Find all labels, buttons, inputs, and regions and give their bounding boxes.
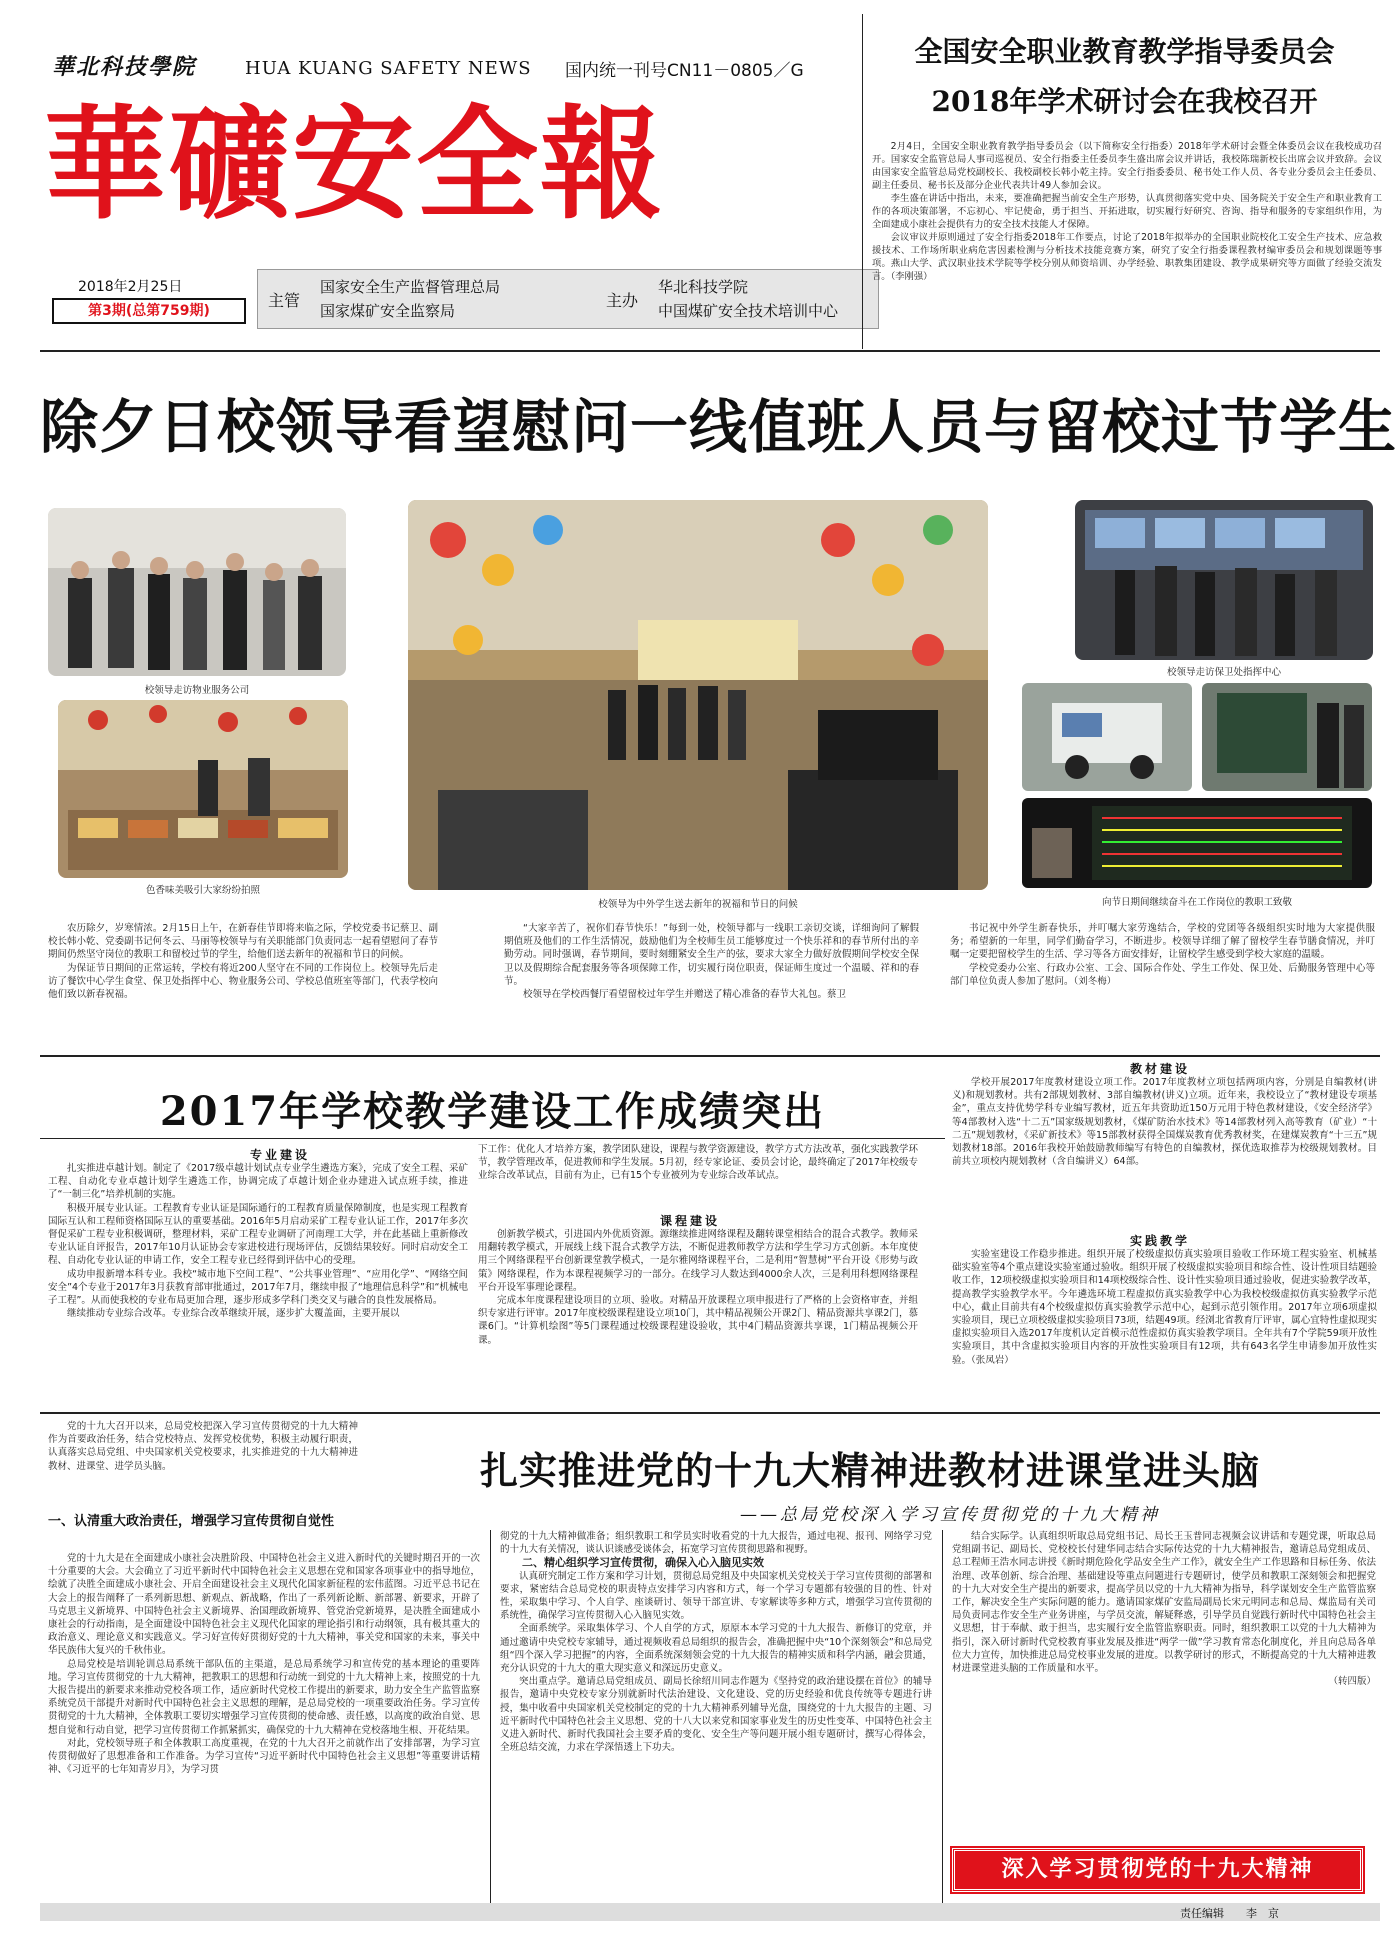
party-heading-1: 一、认清重大政治责任，增强学习宣传贯彻自觉性 [48,1514,335,1529]
host-label: 主办 [606,291,639,310]
mid-article-col3 [950,922,1375,1052]
mid-para: “大家辛苦了，祝你们春节快乐！”每到一处，校领导都与一线职工亲切交谈，详细询问了解假期值班及他们的工作生活情况，鼓励他们为全校师生员工能够度过一个快乐祥和的春节所付出的辛勤劳动。同时强调，春节期间，要时刻绷紧安全生产的弦，要求大家全力做好放假期间学校安全保卫以及假期综合配套服务等各项保障工作，切实履行岗位职责，保证师生度过一个温暖、祥和的春节。 [504,923,919,987]
teaching-colA [48,1162,468,1405]
teaching-colC2 [952,1248,1377,1410]
party-col3 [952,1530,1376,1842]
masthead [40,14,870,334]
party-intro [48,1420,358,1510]
top-article-para: 2月4日，全国安全职业教育教学指导委员会（以下简称安全行指委）2018年学术研讨会暨全体委员会议在我校成功召开。国家安全监管总局人事司巡视员、安全行指委主任委员李生盛出席会议并讲话，我校陈瑞新校长出席会议并致辞。会议由国家安全监管总局党校副校长、我校副校长韩小乾主持。安全行指委委员、秘书处工作人员、各专业分委员会主任委员、副主任委员、秘书长及部分企业代表共计49人参加会议。 [872,141,1382,191]
party-col1 [48,1552,480,1912]
photo-western-canteen [408,500,988,890]
section-material: 教材建设 [1129,1062,1190,1076]
top-article-para: 李生盛在讲话中指出，未来，要准确把握当前安全生产形势，认真贯彻落实党中央、国务院关于安全生产和职业教育工作的各项决策部署，不忘初心、牢记使命，勇于担当、开拓进取，切实履行好研究、咨询、指导和服务的专家组织作用，为全面建成小康社会提供有力的安全技术技能人才保障。 [872,193,1382,230]
party-continued: （转四版） [1328,1676,1376,1688]
top-article-para: 会议审议并原则通过了安全行指委2018年工作要点，讨论了2018年拟举办的全国职业院校化工安全生产技术、应急救援技术、工作场所职业病危害因素检测与分析技术技能竞赛方案，研究了安全行指委课程教材编审委员会和规划课题等事项。燕山大学、武汉职业技术学院等学校分别从师资培训、办学经验、职教集团建设、教学成果研究等方面做了经验交流发言。（李刚强） [872,232,1382,282]
rule-mid [40,1055,1380,1057]
party-subtitle: ——总局党校深入学习宣传贯彻党的十九大精神 [740,1505,1160,1525]
mid-para: 学校党委办公室、行政办公室、工会、国际合作处、学生工作处、保卫处、后勤服务管理中心等部门单位负责人参加了慰问。（刘冬梅） [950,962,1375,987]
party-col-divider-2 [942,1530,943,1910]
mid-para: 为保证节日期间的正常运转，学校有将近200人坚守在不同的工作岗位上。校领导先后走访了餐饮中心学生食堂、保卫处指挥中心、物业服务公司、学校总值班室等部门，代表学校向他们致以新春祝福。 [48,962,438,1001]
party-heading-2: 二、精心组织学习宣传贯彻，确保入心入脑见实效 [522,1556,764,1570]
party-para: 全面系统学。采取集体学习、个人自学的方式，原原本本学习党的十九大报告、新修订的党章，并通过邀请中央党校专家辅导，通过视频收看总局组织的报告会，准确把握中央“10个深刻领会”和总局党组“四个深入学习把握”的内容，全面系统深刻领会党的十九大报告的精神实质和科学内涵，融会贯通，充分认识党的十九大的重大现实意义和深远历史意义。 [500,1623,932,1675]
issn: 国内统一刊号CN11－0805／G [565,61,804,81]
party-col2 [500,1530,932,1912]
party-para: 结合实际学。认真组织听取总局党组书记、局长王玉普同志视频会议讲话和专题党课，听取总局党组副书记、副局长、党校校长付建华同志结合实际传达党的十九大精神报告，邀请总局党组成员、总工程师王浩水同志讲授《新时期危险化学品安全生产工作》，就安全生产工作思路和目标任务、依法治理、改革创新、综合治理、基础建设等重点问题进行专题研讨，使学员和教职工深刻领会和把握党的十九大对安全生产提出的新要求，提高学员以党的十九大精神为指导，科学谋划安全生产监管监察工作，解决安全生产实际问题的能力。邀请国家煤矿安监局副局长宋元明同志和总局、煤监局有关司局负责同志作安全生产业务讲座，与学员交流，解疑释惑，引导学员自觉践行新时代中国特色社会主义思想，甘于奉献、敢于担当，忠实履行安全监管监察职责。同时，组织教职工以党的十九大精神为指引，深入研讨新时代党校教育事业发展及推进“两学一做”学习教育常态化制度化，并且向总局各单位大力宣传，加快推进总局党校事业发展的进度。以教学研讨的形式，不断提高党的十九大精神进教材进课堂进头脑的工作质量和水平。 [952,1531,1376,1675]
party-para: 党的十九大是在全面建成小康社会决胜阶段、中国特色社会主义进入新时代的关键时期召开的一次十分重要的大会。大会确立了习近平新时代中国特色社会主义思想在党和国家各项事业中的指导地位，绘就了决胜全面建成小康社会、开启全面建设社会主义现代化国家新征程的宏伟蓝图。习近平总书记在大会上的报告阐释了一系列新思想、新观点、新战略，作出了一系列新论断、新部署、新要求，开辟了马克思主义新境界、中国特色社会主义新境界、治国理政新境界、管党治党新境界，是决胜全面建成小康社会的行动指南，是全面建设中国特色社会主义现代化国家的理论指引和行动纲领，具有极其重大的政治意义、理论意义和实践意义。学习好宣传好贯彻好党的十九大精神，事关党和国家的未来，事关中华民族伟大复兴的千秋伟业。 [48,1553,480,1657]
mid-para: 校领导在学校西餐厅看望留校过年学生并赠送了精心准备的春节大礼包。蔡卫 [523,989,847,1001]
caption-food-display: 色香味美吸引大家纷纷拍照 [145,885,260,896]
party-banner [952,1848,1363,1892]
teaching-para: 积极开展专业认证。工程教育专业认证是国际通行的工程教育质量保障制度，也是实现工程教育国际互认和工程师资格国际互认的重要基础。2016年5月启动采矿工程专业认证工作，2017年多次督促采矿工程专业积极调研，整理材料，采矿工程专业调研了河南理工大学，并在此基础上重新修改专业认证自评报告，2017年10月认证协会专家进校进行现场评估，反馈结果较好。同时启动安全工程、自动化专业认证的申请工作，安全工程专业已经得到评估中心的受理。 [48,1202,468,1267]
teaching-title-underline [40,1138,945,1139]
photo-security-command [1075,500,1373,660]
teaching-para: 完成本年度课程建设项目的立项、验收。对精品开放课程立项申报进行了严格的上会资格审查，并组织专家进行评审。2017年度校级课程建设立项10门，其中精品视频公开课2门、精品资源共享课2门，慕课6门。“计算机绘图”等5门课程通过校级课程建设验收，其中4门精品资源共享课，1门精品视频公开课。 [478,1295,918,1346]
school-name-calligraphy: 華北科技學院 [52,54,197,80]
editor-bar [40,1903,1380,1921]
rule-lower [40,1412,1380,1414]
party-para: 对此，党校领导班子和全体教职工高度重视，在党的十九大召开之前就作出了安排部署，为学习宣传贯彻做好了思想准备和工作准备。为学习宣传“习近平新时代中国特色社会主义思想”等重要讲话精神、《习近平的七年知青岁月》，为学习贯 [48,1737,480,1776]
sponsor-2: 国家煤矿安全监察局 [320,302,456,320]
party-para: 党的十九大召开以来，总局党校把深入学习宣传贯彻党的十九大精神作为首要政治任务，结合党校特点、发挥党校优势，积极主动履行职责，认真落实总局党组、中央国家机关党校要求，扎实推进党的十九大精神进教材、进课堂、进学员头脑。 [48,1421,358,1472]
mid-para: 农历除夕，岁寒情浓。2月15日上午，在新春佳节即将来临之际，学校党委书记蔡卫、副校长韩小乾、党委副书记何冬云、马丽等校领导与有关职能部门负责同志一起看望慰问了春节期间仍然坚守岗位的教职工和留校过节的学生，给他们送去新年的祝福和节日的问候。 [48,923,438,961]
party-col-divider-1 [490,1530,491,1910]
section-major: 专业建设 [249,1148,310,1162]
caption-western-canteen: 校领导为中外学生送去新年的祝福和节日的问候 [598,899,798,910]
teaching-para: 下工作：优化人才培养方案，教学团队建设，课程与教学资源建设，教学方式方法改革，强化实践教学环节，教学管理改革，促进教师和学生发展。5月初，经专家论证、委员会讨论，最终确定了2017年校级专业综合改革试点，目前有为止，已有15个专业被列为专业综合改革试点。 [478,1144,918,1182]
top-article-title-1: 全国安全职业教育教学指导委员会 [914,35,1335,68]
caption-property-service: 校领导走访物业服务公司 [144,685,250,696]
section-course: 课程建设 [659,1214,720,1228]
teaching-para: 成功申报新增本科专业。我校“城市地下空间工程”、“公共事业管理”、“应用化学”、“网络空间安全”4个专业于2017年3月获教育部审批通过，2017年7月，继续申报了“地理信息科学”和“机械电子工程”。从而使我校的专业布局更加合理，逐步形成多学科门类交叉与融合的良性发展格局。 [48,1268,468,1307]
section-practice: 实践教学 [1129,1234,1190,1248]
photo-led-board [1022,798,1372,888]
host-1: 华北科技学院 [658,278,749,296]
teaching-para: 学校开展2017年度教材建设立项工作。2017年度教材立项包括两项内容，分别是自编教材(讲义)和规划教材。共有2部规划教材、3部自编教材(讲义)立项。近年来，我校设立了“教材建设专项基金”，重点支持优势学科专业编写教材，近五年共资助近150万元用于特色教材建设，《安全经济学》等4部教材入选“十二五”国家级规划教材，《煤矿防治水技术》等14部教材列入高等教育（矿业）“十二五”规划教材，《采矿新技术》等15部教材获得全国煤炭教育优秀教材奖，在建煤炭教育“十三五”规划教材18部。2016年我校开始鼓励教师编写有特色的自编教材，探优选取推荐为校级规划教材。目前共立项校内规划教材（含自编讲义）64部。 [952,1077,1377,1168]
sponsor-box [257,269,879,329]
teaching-para: 继续推动专业综合改革。专业综合改革继续开展，逐步扩大覆盖面，主要开展以 [67,1308,400,1320]
rule-under-masthead [40,350,1380,352]
editor-credit: 责任编辑 李 京 [1180,1907,1279,1920]
teaching-colB2 [478,1228,918,1408]
mid-article-col2 [504,922,919,1052]
mid-article-col1 [48,922,438,1052]
main-headline: 除夕日校领导看望慰问一线值班人员与留校过节学生 [40,393,1397,461]
teaching-para: 实验室建设工作稳步推进。组织开展了校级虚拟仿真实验项目验收工作环境工程实验室、机械基础实验室等4个重点建设实验室通过验收。组织开展了校级虚拟实验项目和综合性、设计性项目结题验收工作，12项校级虚拟实验项目和14项校级综合性、设计性实验项目通过验收，促进实验教学改革，提高教学实验教学水平。今年遴选环境工程虚拟仿真实验教学中心为我校校级虚拟仿真实验教学示范中心，截止目前共有4个校级虚拟仿真实验教学示范中心，起到示范引领作用。2017年立项6项虚拟实验项目，现已立项校级虚拟实验项目73项，结题49项。经浏北省教育厅评审，属心宜特性虚拟现实虚拟实验项目入选2017年度机认定首模示范性虚拟仿真实验教学项目。全年共有7个学院59项开放性实验项目，其中含虚拟实验项目内容的开放性实验项目有12项，共有643名学生申请参加开放性实验。（张凤岩） [952,1249,1377,1366]
party-banner-text: 深入学习贯彻党的十九大精神 [1001,1857,1314,1882]
issue-date: 2018年2月25日 [78,279,183,295]
teaching-colC1 [952,1076,1377,1231]
issue-number: 第3期(总第759期) [52,298,246,324]
top-article-body [872,140,1382,345]
mid-para: 书记祝中外学生新春快乐，并叮嘱大家劳逸结合，学校的党团等各级组织实时地为大家提供服务；希望新的一年里，同学们勤奋学习，不断进步。校领导详细了解了留校学生春节膳食情况，并叮嘱一定要把留校学生的生活、学习等各方面安排好，让留校学生感受到学校大家庭的温暖。 [950,923,1375,961]
english-title: HUA KUANG SAFETY NEWS [245,58,532,79]
teaching-title: 2017年学校教学建设工作成绩突出 [159,1088,826,1135]
caption-led-board: 向节日期间继续奋斗在工作岗位的教职工致敬 [1101,897,1292,908]
party-para: 总局党校是培训轮训总局系统干部队伍的主渠道，是总局系统学习和宣传党的基本理论的重要阵地。学习宣传贯彻党的十九大精神，把教职工的思想和行动统一到党的十九大精神上来，按照党的十九大报告提出的新要求来推动党校各项工作，适应新时代党校工作提出的新要求，助力安全生产监管监察系统党员干部提升对新时代中国特色社会主义思想的理解，是总局党校的一项重要政治任务。学习宣传贯彻党的十九大精神，全体教职工要切实增强学习宣传贯彻的使命感、责任感，以高度的政治自觉、思想自觉和行动自觉，把学习宣传贯彻工作抓紧抓实，确保党的十九大精神在党校落地生根、开花结果。 [48,1658,480,1736]
caption-security-command: 校领导走访保卫处指挥中心 [1166,667,1281,678]
photo-vehicle [1022,683,1192,791]
date-issue-box [52,272,252,324]
masthead-divider [862,14,863,349]
photo-food-display [58,700,348,878]
party-para: 突出重点学。邀请总局党组成员、副局长徐绍川同志作题为《坚持党的政治建设摆在首位》的辅导报告，邀请中央党校专家分别就新时代法治建设、文化建设、党的历史经验和优良传统等专题进行讲授，集中收看中央国家机关党校制定的党的十九大精神系列辅导光盘，围绕党的十九大报告的主题、习近平新时代中国特色社会主义思想、党的十八大以来党和国家事业发生的历史性变革、中国特色社会主义进入新时代、新时代我国社会主要矛盾的变化、安全生产等问题开展小组专题研讨，撰写心得体会，全班总结交流，力求在学深悟透上下功夫。 [500,1676,932,1754]
party-para: 认真研究制定工作方案和学习计划，贯彻总局党组及中央国家机关党校关于学习宣传贯彻的部署和要求，紧密结合总局党校的职责特点安排学习内容和方式，每一个学习专题都有较强的目的性、针对性，采取集中学习、个人自学、座谈研讨、领导干部宣讲、专家解读等多种方式，增强学习宣传贯彻的系统性，确保学习宣传贯彻入心入脑见实效。 [500,1570,932,1622]
teaching-colB1 [478,1143,918,1203]
party-para: 彻党的十九大精神做准备；组织教职工和学员实时收看党的十九大报告，通过电视、报刊、网络学习党的十九大有关情况，谈认识谈感受谈体会，拓宽学习宣传贯彻思路和视野。 [500,1531,932,1556]
top-article-title-2: 2018年学术研讨会在我校召开 [931,85,1318,118]
teaching-para: 创新教学模式，引进国内外优质资源。源继续推进网络课程及翻转课堂相结合的混合式教学。教师采用翻转教学模式，开展线上线下混合式教学方法，不断促进教师教学方法和学生学习方式创新。本年度使用三个网络课程平台创新课堂教学模式，一是尔雅网络课程平台，二是利用“智慧树”平台开设《形势与政策》网络课程，作为本课程视频学习的一部分。在线学习人数达到4000余人次，三是利用科想网络课程平台开设军事理论课程。 [478,1229,918,1293]
sponsor-1: 国家安全生产监督管理总局 [320,278,501,296]
host-2: 中国煤矿安全技术培训中心 [658,302,839,320]
party-title: 扎实推进党的十九大精神进教材进课堂进头脑 [479,1448,1260,1493]
teaching-para: 扎实推进卓越计划。制定了《2017级卓越计划试点专业学生遴选方案》，完成了安全工程、采矿工程、自动化专业卓越计划学生遴选工作，协调完成了卓越计划企业办建进入试点班手续，推进了“一制三化”培养机制的实施。 [48,1163,468,1201]
newspaper-title: 華礦安全報 [44,92,664,236]
photo-duty-board [1202,683,1372,791]
photo-property-service [48,508,346,676]
sponsor-label: 主管 [268,291,301,310]
